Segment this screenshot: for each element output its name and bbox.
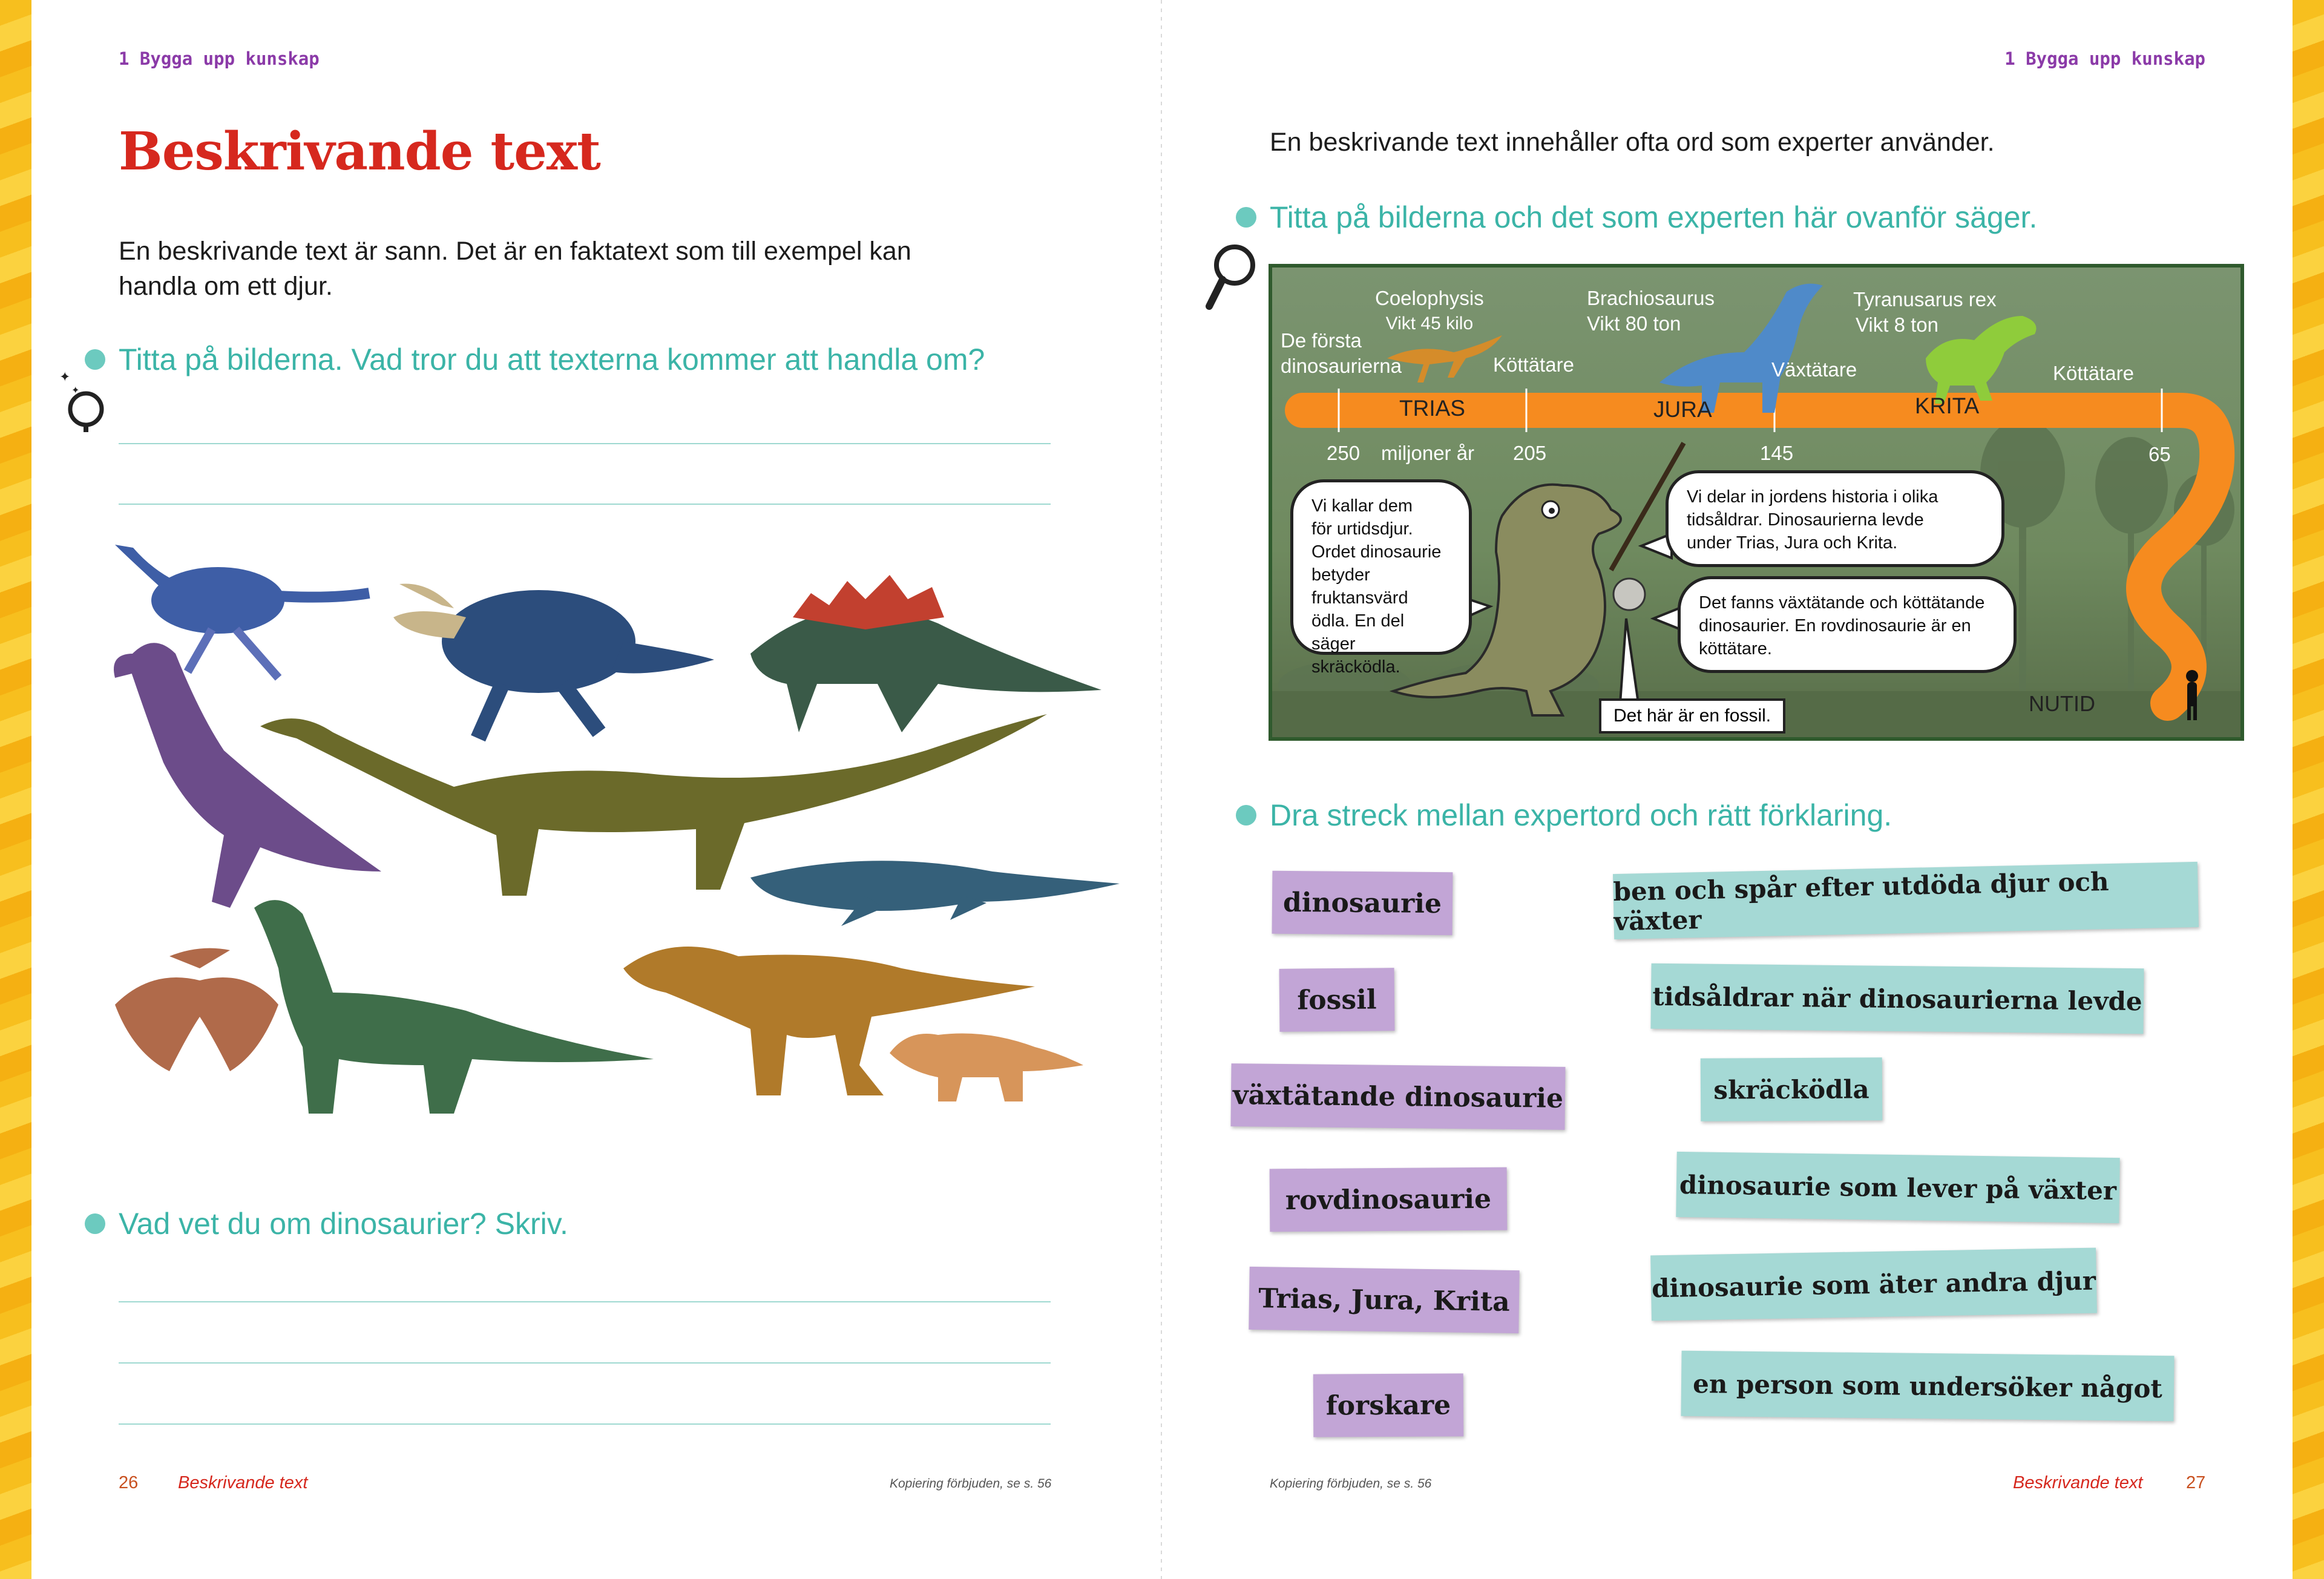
coelophysis-diet: Köttätare	[1493, 353, 1574, 376]
pterosaur-illustration	[115, 948, 278, 1071]
expert-word-card[interactable]: rovdinosaurie	[1270, 1167, 1508, 1232]
period-krita: KRITA	[1915, 393, 1980, 418]
footer-copyright: Kopiering förbjuden, se s. 56	[890, 1477, 1052, 1491]
definition-card[interactable]: skräcködla	[1701, 1057, 1883, 1121]
definition-card[interactable]: dinosaurie som äter andra djur	[1650, 1248, 2097, 1321]
brachiosaurus-label: Brachiosaurus Vikt 80 ton	[1587, 287, 1715, 335]
tyrannosaurus-label: Tyranusarus rex Vikt 8 ton	[1853, 288, 1997, 336]
period-trias: TRIAS	[1399, 396, 1465, 421]
expert-word-card[interactable]: dinosaurie	[1272, 871, 1453, 936]
page-number: 27	[2186, 1473, 2206, 1492]
hadrosaur-illustration	[114, 643, 381, 908]
green-sauropod-illustration	[254, 900, 654, 1114]
protoceratops-illustration	[890, 1034, 1083, 1102]
coelophysis-illustration	[1387, 335, 1502, 382]
first-dinosaurs-label: De första dinosaurierna	[1281, 329, 1402, 377]
footer-section-title: Beskrivande text	[2013, 1473, 2143, 1492]
task-bullet-icon	[1236, 805, 1256, 826]
parasaurolophus-illustration	[393, 584, 714, 739]
intro-text	[119, 234, 1026, 304]
task-bullet-icon	[85, 349, 105, 370]
answer-line[interactable]	[119, 504, 1051, 505]
speech-bubble-urtidsdjur: Vi kallar dem för urtidsdjur. Ordet dinosaurie betyder fruktansvärd ödla. En del säger skräcködla.	[1290, 479, 1472, 655]
period-jura: JURA	[1653, 397, 1712, 422]
answer-line[interactable]	[119, 1301, 1051, 1302]
page-gutter	[1161, 0, 1162, 1579]
timeline-illustration	[1269, 264, 2244, 741]
task-2-text: Vad vet du om dinosaurier? Skriv.	[119, 1207, 568, 1241]
fossil-label: Det här är en fossil.	[1599, 698, 1785, 734]
expert-word-card[interactable]: forskare	[1313, 1373, 1464, 1437]
task-bullet-icon	[85, 1213, 105, 1234]
definition-card[interactable]: ben och spår efter utdöda djur och växter	[1613, 862, 2199, 939]
tick-unit: miljoner år	[1381, 442, 1475, 464]
left-page-header: 1 Bygga upp kunskap	[119, 48, 320, 69]
magnifying-glass-icon	[1204, 241, 1259, 314]
tick-205: 205	[1513, 442, 1547, 464]
coelophysis-label: Coelophysis Vikt 45 kilo	[1375, 287, 1484, 333]
right-intro-text: En beskrivande text innehåller ofta ord som experter använder.	[1270, 128, 1995, 157]
definition-card[interactable]: tidsåldrar när dinosaurierna levde	[1650, 963, 2144, 1034]
right-task-2	[1236, 798, 1892, 833]
speech-bubble-rovdinosaurie: Det fanns växtätande och köttätande dinosaurier. En rovdinosaurie är en köttätare.	[1678, 576, 2017, 673]
intro-line-2: handla om ett djur.	[119, 272, 333, 301]
page-title: Beskrivande text	[119, 121, 600, 182]
tyrannosaurus-diet: Köttätare	[2053, 362, 2134, 384]
page-number: 26	[119, 1473, 139, 1492]
marine-reptile-illustration	[750, 861, 1120, 926]
right-task-1	[1236, 200, 2037, 235]
task-1	[85, 342, 985, 377]
stegosaurus-illustration	[750, 575, 1101, 732]
right-task-2-text: Dra streck mellan expertord och rätt förklaring.	[1270, 798, 1892, 832]
definition-card[interactable]: dinosaurie som lever på växter	[1676, 1152, 2119, 1223]
svg-text:✦: ✦	[71, 384, 80, 396]
answer-line[interactable]	[119, 443, 1051, 444]
brachiosaurus-diet: Växtätare	[1771, 358, 1857, 381]
expert-word-card[interactable]: växtätande dinosaurie	[1230, 1063, 1565, 1130]
task-bullet-icon	[1236, 207, 1256, 228]
now-label: NUTID	[2029, 691, 2095, 716]
right-page-edge-decoration	[2293, 0, 2324, 1579]
task-2	[85, 1206, 568, 1241]
right-page-header: 1 Bygga upp kunskap	[2004, 48, 2205, 69]
footer-section-title: Beskrivande text	[178, 1473, 308, 1492]
dinosaurs-illustration	[79, 533, 1132, 1126]
answer-line[interactable]	[119, 1362, 1051, 1364]
expert-word-card[interactable]: fossil	[1279, 968, 1395, 1032]
expert-word-card[interactable]: Trias, Jura, Krita	[1249, 1267, 1519, 1333]
tick-145: 145	[1760, 442, 1794, 464]
svg-text:✦: ✦	[59, 370, 71, 385]
speech-bubble-tidsaldrar: Vi delar in jordens historia i olika tidsåldrar. Dinosaurierna levde under Trias, Jura och Krita.	[1666, 470, 2004, 567]
right-task-1-text: Titta på bilderna och det som experten här ovanför säger.	[1270, 200, 2038, 234]
footer-copyright: Kopiering förbjuden, se s. 56	[1270, 1477, 1432, 1491]
tick-250: 250	[1327, 442, 1361, 464]
tick-65: 65	[2148, 443, 2171, 465]
definition-card[interactable]: en person som undersöker något	[1681, 1351, 2174, 1422]
task-1-text: Titta på bilderna. Vad tror du att texterna kommer att handla om?	[119, 343, 985, 376]
magnifier-sparkle-icon	[58, 369, 107, 436]
intro-line-1: En beskrivande text är sann. Det är en faktatext som till exempel kan	[119, 237, 911, 266]
answer-line[interactable]	[119, 1423, 1051, 1425]
left-page-edge-decoration	[0, 0, 31, 1579]
